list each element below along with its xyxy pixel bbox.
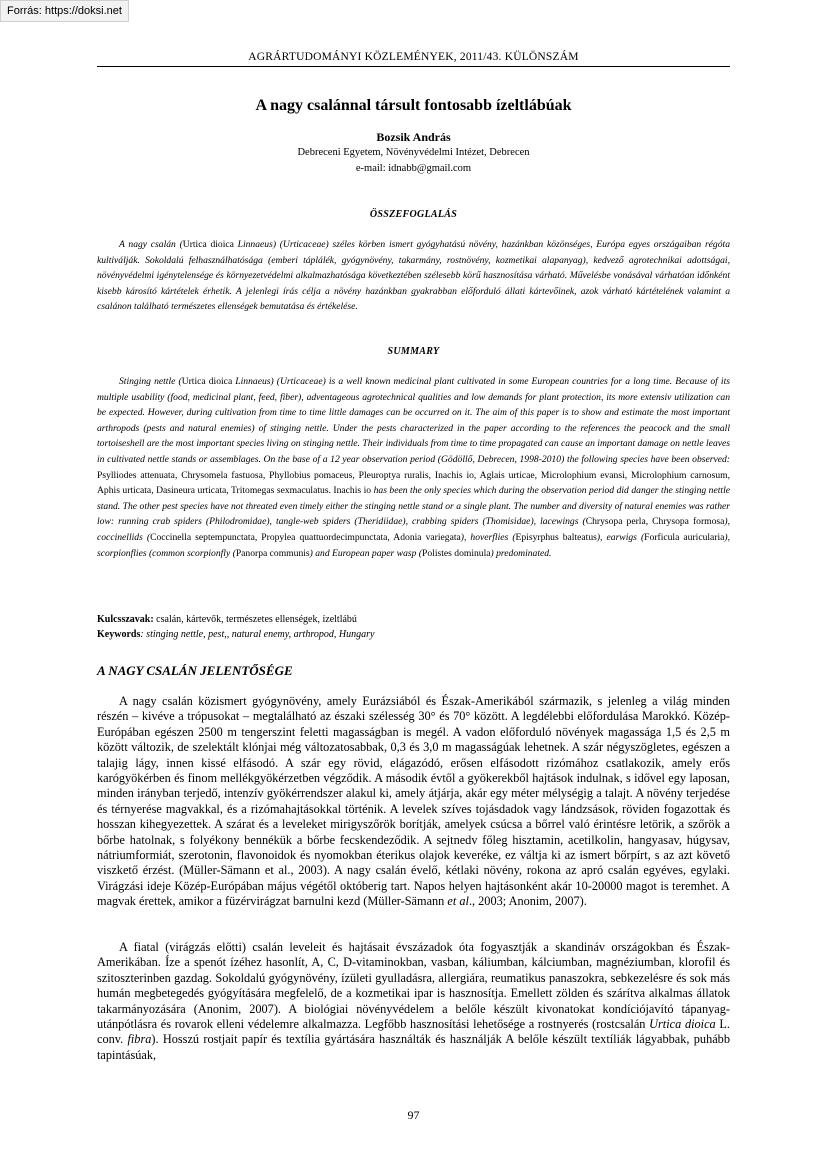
osszefoglalas-heading: ÖSSZEFOGLALÁS [369,209,458,220]
page-number: 97 [407,1108,420,1122]
summary-heading: SUMMARY [387,346,440,357]
header-rule [97,66,730,67]
summary-paragraph: Stinging nettle (Urtica dioica Linnaeus) (Urticaceae) is a well known medicinal plant cultivated in some European countries for a long time. Because of its multiple usability (food, medicinal plant, feed, fiber), adventageous agrotechnical qualities and low demands for plant protection, its more extensiv utilization can be expected. However, during cultivation from time to time little damages can be occurred on it. The aim of this paper is to show and estimate the most important arthropods (pests and natural enemies) of stinging nettle. Under the pests characterized in the paper according to the references the peacock and the small tortoiseshell are the most important species living on stinging nettle. Their individuals from time to time propagated can cause an important damage on nettle leaves in cultivated nettle stands or assemblages. On the base of a 12 year observation period (Gödöllő, Debrecen, 1998-2010) the following species have been observed: Psylliodes attenuata, Chrysomela fastuosa, Phyllobius pomaceus, Pleuroptya ruralis, Inachis io, Aglais urticae, Microlophium evansi, Microlophium carnosum, Aphis urticata, Dasineura urticata, Tritomegas sexmaculatus. Inachis io has been the only species which during the observation period did danger the stinging nettle stand. The other pest species have not threated even timely either the stinging nettle stand or a single plant. The number and diversity of natural enemies was rather low: running crab spiders (Philodromidae), tangle-web spiders (Theridiidae), crabbing spiders (Thomisidae), lacewings (Chrysopa perla, Chrysopa formosa), coccinellids (Coccinella septempunctata, Propylea quattuordecimpunctata, Adonia variegata), hoverflies (Episyrphus balteatus), earwigs (Forficula auricularia), scorpionflies (common scorpionfly (Panorpa communis) and European paper wasp (Polistes dominula) predominated. [97,376,731,559]
author-email: e-mail: idnabb@gmail.com [355,163,472,174]
keywords-en: Keywords: stinging nettle, pest,, natural enemy, arthropod, Hungary [97,629,375,640]
keywords-hu: Kulcsszavak: csalán, kártevők, természetes ellenségek, ízeltlábú [97,614,357,625]
source-label[interactable]: Forrás: https://doksi.net [0,0,129,22]
running-header: AGRÁRTUDOMÁNYI KÖZLEMÉNYEK, 2011/43. KÜLÖNSZÁM [248,51,579,63]
paper-title: A nagy csalánnal társult fontosabb ízeltlábúak [255,97,572,114]
section-heading: A NAGY CSALÁN JELENTŐSÉGE [97,663,293,678]
body-paragraph-1: A nagy csalán közismert gyógynövény, amely Eurázsiából és Észak-Amerikából származik, s jelenleg a világ minden részén – kivéve a trópusokat – megtalálható az északi szélesség 30° és 70° között. A legdélebbi előfordulása Marokkó. Közép-Európában egészen 2500 m tengerszint feletti magasságban is megél. A vadon előforduló növények magassága 1,5 és 2,5 m között változik, de szelektált klónjai még változatosabbak, 0,3 és 3,0 m magasságúak lehetnek. A szár négyszögletes, egészen a talajig lágy, innen kissé elfásodó. A szár egy rövid, elágazódó, erősen elfásodott rizómához csatlakozik, amely erős karógyökérben és finom mellékgyökérzetben végződik. A második évtől a gyökerekből hajtások indulnak, s idővel egy laposan, minden irányban terjedő, intenzív gyökérrendszer alakul ki, amely átjárja, akár egy méter mélységig a talajt. A növény terjedése és térnyerése magvakkal, és a rizómahajtásokkal történik. A levelek szíves tojásdadok vagy lándzsások, röviden fogazottak és hosszan kihegyezettek. A szárat és a leveleket mirigyszőrök borítják, amelyek csúcsa a bőrrel való érintésre letörik, a szőrök a bőrbe hatolnak, s folyékony bennékük a bőrbe fecskendeződik. A sejtnedv főleg hisztamin, acetilkolin, hangyasav, húgysav, nátriumformiát, szerotonin, flavonoidok és nyomokban éterikus olajok keveréke, ez váltja ki az ismert bőrpírt, s az azt követő viszkető érzést. (Müller-Sämann et al., 2003). A nagy csalán évelő, kétlaki növény, rokona az apró csalán egyéves, egylaki. Virágzási ideje Közép-Európában május végétől októberig tart. Napos helyen hajtásonként akár 10-20000 magot is teremhet. A magvak érettek, amikor a füzérvirágzat barnulni kezd (Müller-Sämann et al., 2003; Anonim, 2007). [97,694,730,909]
author-affiliation: Debreceni Egyetem, Növényvédelmi Intézet, Debrecen [297,147,530,158]
author-name: Bozsik András [376,130,451,144]
osszefoglalas-paragraph: A nagy csalán (Urtica dioica Linnaeus) (Urticaceae) széles körben ismert gyógyhatású növény, hazánkban közönséges, Európa egyes országaiban régóta kultiválják. Sokoldalú felhasználhatósága (emberi táplálék, gyógynövény, takarmány, rostnövény, kozmetikai alapanyag), kedvező agrotechnikai adottságai, növényvédelmi igénytelensége és környezetvédelmi alkalmazhatósága következtében szélesebb körű hasznosítása várható. Művelésbe vonásával várhatóan időnként kisebb károsító kártételek érhetik. A jelenlegi írás célja a növény hazánkban gyakrabban előforduló állati kártevőinek, azok várható kártételének valamint a csalánon található természetes ellenségek bemutatása és értékelése. [97,239,730,313]
body-paragraph-2: A fiatal (virágzás előtti) csalán leveleit és hajtásait évszázadok óta fogyasztják a skandináv országokban és Észak-Amerikában. Íze a spenót ízéhez hasonlít, A, C, D-vitaminokban, vasban, káliumban, kálciumban, magnéziumban, klorofil és szitoszterinben gazdag. Sokoldalú gyógynövény, ízületi gyulladásra, allergiára, reumatikus panaszokra, sebkezelésre és sok más humán megbetegedés gyógyítására megfelelő, de a kozmetikai ipar is hasznosítja. Emellett zölden és szárítva alkalmas állatok takarmányozására (Anonim, 2007). A biológiai növényvédelem a belőle készült kivonatokat kondíciójavító tápanyag-utánpótlásra és rovarok elleni védelemre alkalmazza. Legfőbb hasznosítási lehetősége a rostnyerés (rostcsalán Urtica dioica L. conv. fibra). Hosszú rostjait papír és textília gyártására használták és használják A belőle készült textíliák lágyabbak, puhább tapintásúak, [97,940,730,1062]
